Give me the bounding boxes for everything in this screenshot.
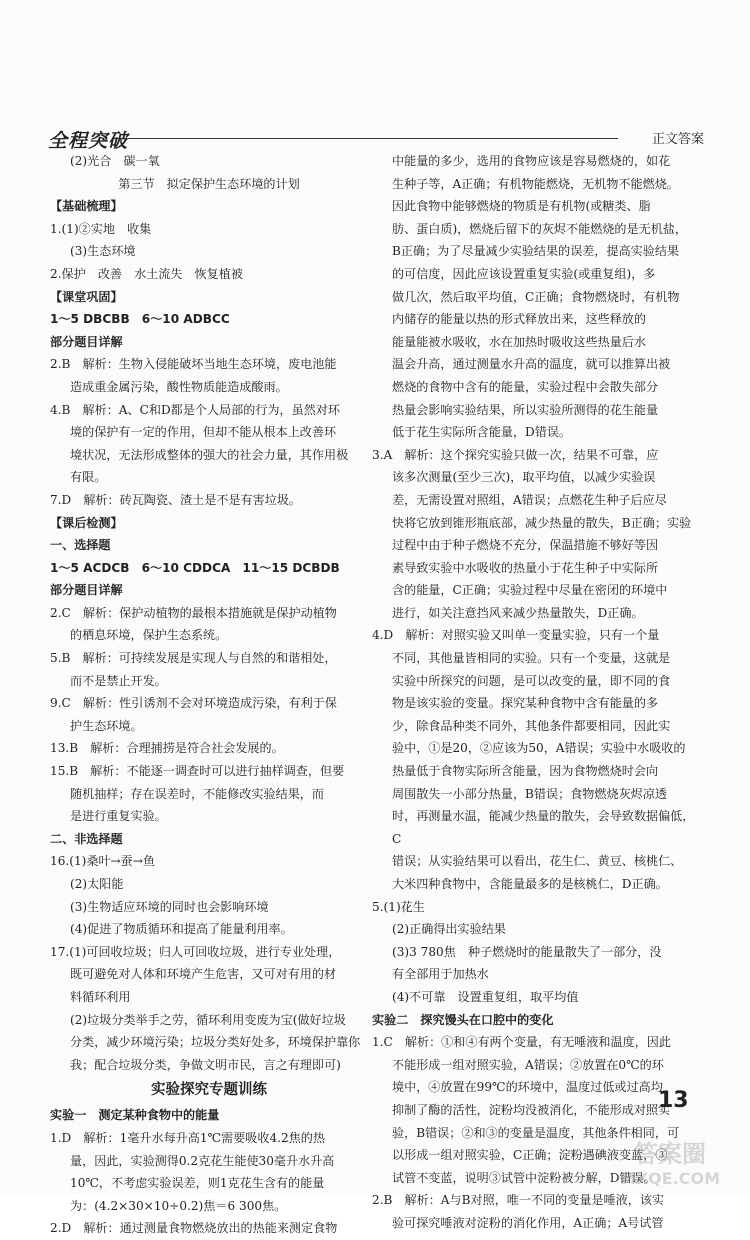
left-column-line: 分类，减少环境污染；垃圾分类好处多，环境保护靠你 [70,1035,361,1050]
left-column-line: 为：(4.2×30×10÷0.2)焦＝6 300焦。 [70,1198,287,1213]
left-column-line: 16.(1)桑叶→蚕→鱼 [50,854,156,869]
left-column-line: 而不是禁止开发。 [70,673,167,688]
right-column-line: 燃烧的食物中含有的能量，实验过程中会散失部分 [392,379,659,394]
left-column-line: (4)促进了物质循环和提高了能量利用率。 [70,922,293,937]
right-column-line: 热量会影响实验结果，所以实验所测得的花生能量 [392,402,659,417]
left-column-line: 15.B 解析：不能逐一调查时可以进行抽样调查，但要 [50,764,345,779]
right-column-line: 物是该实验的变量。探究某种食物中含有能量的多 [392,696,659,711]
right-column-line: 低于花生实际所含能量，D错误。 [392,425,572,440]
right-column-line: (3)3 780焦 种子燃烧时的能量散失了一部分，没 [392,944,662,959]
right-column-line: (4)不可靠 设置重复组，取平均值 [392,989,579,1004]
header-rule [128,138,618,139]
left-column-line: 2.D 解析：通过测量食物燃烧放出的热能来测定食物 [50,1221,338,1236]
right-column-line: 3.A 解析：这个探究实验只做一次，结果不可靠，应 [372,447,659,462]
left-column-line: 1～5 ACDCB 6～10 CDDCA 11～15 DCBDB [50,560,340,575]
right-column-line: 2.B 解析：A与B对照，唯一不同的变量是唾液，该实 [372,1193,665,1208]
page-header [40,122,710,152]
watermark-line2: MXQE.COM [619,1169,721,1188]
right-column-line: 1.C 解析：①和④有两个变量，有无唾液和温度，因此 [372,1035,671,1050]
left-column-line: 实验一 测定某种食物中的能量 [50,1108,220,1123]
left-column-line: 境状况，无法形成整体的强大的社会力量，其作用极 [70,447,349,462]
left-column-line: 1～5 DBCBB 6～10 ADBCC [50,312,230,327]
left-column-line: 有限。 [70,470,107,485]
right-column-line: 生种子等，A正确；有机物能燃烧，无机物不能燃烧。 [392,176,679,191]
right-column-line: 实验中所探究的问题，是可以改变的量，即不同的食 [392,673,671,688]
right-column-line: 验，B错误；②和③的变量是温度，其他条件相同，可 [392,1125,680,1140]
left-column-line: (2)垃圾分类举手之劳，循环利用变废为宝(做好垃圾 [70,1012,346,1027]
right-column-line: 以形成一组对照实验，C正确；淀粉遇碘液变蓝，③ [392,1148,668,1163]
right-column-line: 差，无需设置对照组，A错误；点燃花生种子后应尽 [392,492,667,507]
right-column-line: 快将它放到锥形瓶底部，减少热量的散失，B正确；实验 [392,515,692,530]
left-column-line: 境的保护有一定的作用，但却不能从根本上改善环 [70,425,337,440]
right-column-line: 大米四种食物中，含能量最多的是核桃仁，D正确。 [392,877,668,891]
right-column-line: 少，除食品种类不同外，其他条件都要相同，因此实 [392,718,671,733]
right-column-line: 能量能被水吸收，水在加热时吸收这些热量后水 [392,334,646,349]
left-column-line: 7.D 解析：砖瓦陶瓷、渣土是不是有害垃圾。 [50,492,302,507]
left-column-line: 一、选择题 [50,538,111,553]
right-column-line: B正确；为了尽量减少实验结果的误差，提高实验结果 [392,244,680,259]
right-column-line: 时，再测量水温，能减少热量的散失，会导致数据偏低，C [392,809,695,846]
left-column-line: 【课后检测】 [50,515,123,530]
right-column-line: 周围散失一小部分热量，B错误；食物燃烧灰烬凉透 [392,786,667,801]
right-column-line: 内储存的能量以热的形式释放出来，这些释放的 [392,312,646,327]
right-column-line: 的可信度，因此应该设置重复实验(或重复组)，多 [392,266,656,281]
left-column-line: 造成重金属污染，酸性物质能造成酸雨。 [70,379,288,394]
left-column-line: 二、非选择题 [50,831,123,846]
section-label: 正文答案 [651,132,704,147]
left-column-line: 我；配合垃圾分类，争做文明市民，言之有理即可) [70,1057,341,1072]
left-column [50,150,368,1240]
right-column-line: 做几次，然后取平均值，C正确；食物燃烧时，有机物 [392,289,680,304]
right-column-line: 验中，①是20，②应该为50，A错误；实验中水吸收的 [392,741,686,756]
left-column-line: 量，因此，实验测得0.2克花生能使30毫升水升高 [70,1153,335,1168]
right-column [372,150,702,1235]
left-column-line: 料循环利用 [70,989,131,1004]
right-column-line: 错误；从实验结果可以看出，花生仁、黄豆、核桃仁、 [392,854,683,869]
left-column-line: (3)生态环境 [70,244,136,259]
left-column-line: 既可避免对人体和环境产生危害，又可对有用的材 [70,967,337,982]
right-column-line: 验可探究唾液对淀粉的消化作用，A正确；A号试管 [392,1215,664,1230]
left-column-line: 实验探究专题训练 [151,1082,267,1099]
brand-logo: 全程突破 [48,130,129,152]
right-column-line: 进行，如关注意挡风来减少热量散失，D正确。 [392,605,644,620]
left-column-line: 1.D 解析：1毫升水每升高1℃需要吸收4.2焦的热 [50,1130,325,1145]
right-column-line: 试管不变蓝，说明③试管中淀粉被分解，D错误。 [392,1170,656,1185]
left-column-line: (2)太阳能 [70,877,124,891]
left-column-line: 部分题目详解 [50,583,123,598]
watermark-logo [600,1136,740,1188]
right-column-line: 素导致实验中水吸收的热量小于花生种子中实际所 [392,560,659,575]
left-column-line: 17.(1)可回收垃圾；归人可回收垃圾，进行专业处理， [50,944,341,959]
right-column-line: 过程中由于种子燃烧不充分，保温措施不够好等因 [392,538,659,553]
left-column-line: 5.B 解析：可持续发展是实现人与自然的和谐相处， [50,651,337,666]
left-column-line: 【课堂巩固】 [50,289,123,304]
watermark-line1: 答案圈 [634,1140,706,1168]
right-column-line: 该多次测量(至少三次)，取平均值，以减少实验误 [392,470,656,485]
left-column-line: 第三节 拟定保护生态环境的计划 [118,176,300,191]
right-column-line: 不能形成一组对照实验，A错误；②放置在0℃的环 [392,1057,664,1072]
page-number: 13 [658,1088,689,1113]
left-column-line: 2.B 解析：生物入侵能破坏当地生态环境，废电池能 [50,357,337,372]
left-column-line: 是进行重复实验。 [70,809,167,824]
right-column-line: 肪、蛋白质)，燃烧后留下的灰烬不能燃烧的是无机盐， [392,221,687,236]
left-column-line: 部分题目详解 [50,334,123,349]
right-column-line: 4.D 解析：对照实验又叫单一变量实验，只有一个量 [372,628,660,643]
right-column-line: 不同，其他量皆相同的实验。只有一个变量，这就是 [392,651,671,666]
right-column-line: 热量低于食物实际所含能量，因为食物燃烧时会向 [392,764,659,779]
left-column-line: 9.C 解析：性引诱剂不会对环境造成污染，有利于保 [50,696,337,711]
left-column-line: 【基础梳理】 [50,199,123,214]
left-column-line: 的栖息环境，保护生态系统。 [70,628,228,643]
right-column-line: 有全部用于加热水 [392,967,489,982]
right-column-line: 实验二 探究馒头在口腔中的变化 [372,1012,554,1027]
right-column-line: 5.(1)花生 [372,899,425,914]
right-column-line: 中能量的多少，选用的食物应该是容易燃烧的，如花 [392,154,671,168]
left-column-line: 1.(1)②实地 收集 [50,221,152,236]
right-column-line: 含的能量，C正确；实验过程中尽量在密闭的环境中 [392,583,668,598]
left-column-line: (2)光合 碳一氧 [70,154,160,168]
left-column-line: (3)生物适应环境的同时也会影响环境 [70,899,269,914]
left-column-line: 护生态环境。 [70,718,143,733]
left-column-line: 4.B 解析：A、C和D都是个人局部的行为，虽然对环 [50,402,340,417]
left-column-line: 随机抽样；存在误差时，不能修改实验结果，而 [70,786,324,801]
right-column-line: 因此食物中能够燃烧的物质是有机物(或糖类、脂 [392,199,651,214]
right-column-line: 境中，④放置在99℃的环境中，温度过低或过高均 [392,1080,663,1095]
right-column-line: 温会升高，通过测量水升高的温度，就可以推算出被 [392,357,671,372]
left-column-line: 13.B 解析：合理捕捞是符合社会发展的。 [50,741,284,756]
left-column-line: 2.保护 改善 水土流失 恢复植被 [50,266,243,281]
right-column-line: 抑制了酶的活性，淀粉均没被消化，不能形成对照实 [392,1102,671,1117]
left-column-line: 2.C 解析：保护动植物的最根本措施就是保护动植物 [50,605,337,620]
left-column-line: 10℃，不考虑实验误差，则1克花生含有的能量 [70,1176,325,1191]
right-column-line: (2)正确得出实验结果 [392,922,506,937]
